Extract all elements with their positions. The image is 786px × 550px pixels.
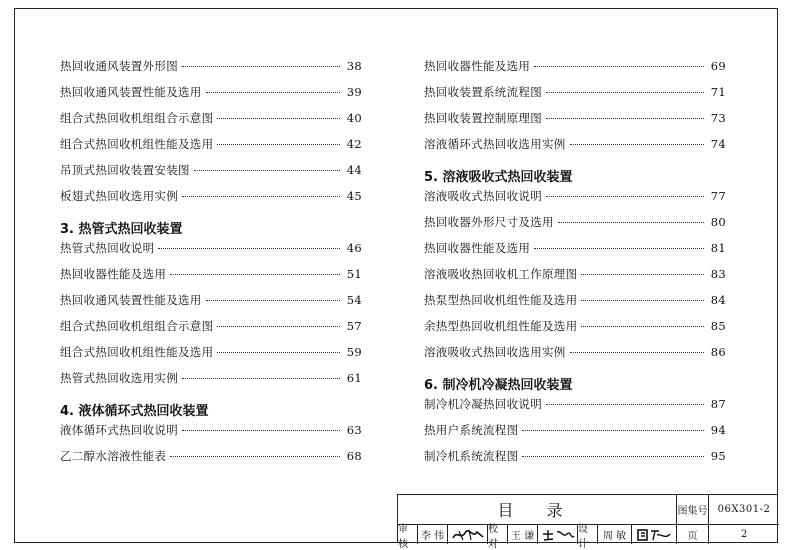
toc-entry[interactable] (60, 110, 362, 136)
dot-leader (581, 300, 704, 301)
toc-entry-page: 71 (710, 85, 726, 99)
dot-leader (206, 300, 340, 301)
design-signature (632, 525, 677, 544)
dot-leader (217, 326, 340, 327)
toc-entry-title: 热回收通风装置外形图 (60, 59, 178, 73)
dot-leader (546, 92, 704, 93)
toc-entry[interactable] (424, 396, 726, 422)
design-label: 设计 (578, 525, 598, 544)
toc-entry[interactable] (424, 58, 726, 84)
toc-entry-page: 57 (346, 319, 362, 333)
section-heading: 3. 热管式热回收装置 (60, 221, 183, 237)
dot-leader (158, 248, 340, 249)
check-label: 校对 (488, 525, 508, 544)
dot-leader (522, 456, 704, 457)
toc-entry-title: 热回收通风装置性能及选用 (60, 293, 202, 307)
dot-leader (170, 274, 340, 275)
dot-leader (581, 274, 704, 275)
toc-entry[interactable] (60, 240, 362, 266)
dot-leader (522, 430, 704, 431)
toc-entry[interactable] (424, 266, 726, 292)
toc-entry-title: 溶液吸收式热回收说明 (424, 189, 542, 203)
toc-entry-title: 热回收器性能及选用 (424, 241, 531, 255)
dot-leader (217, 352, 340, 353)
toc-entry[interactable] (60, 344, 362, 370)
toc-entry-page: 73 (710, 111, 726, 125)
toc-entry[interactable] (424, 110, 726, 136)
toc-entry-title: 热管式热回收说明 (60, 241, 155, 255)
toc-entry[interactable] (60, 318, 362, 344)
dot-leader (217, 144, 340, 145)
toc-entry-page: 40 (346, 111, 362, 125)
toc-entry-page: 83 (710, 267, 726, 281)
toc-left-column (60, 58, 362, 474)
toc-entry-page: 61 (346, 371, 362, 385)
toc-entry-page: 42 (346, 137, 362, 151)
toc-entry[interactable] (60, 136, 362, 162)
toc-entry-title: 制冷机冷凝热回收说明 (424, 397, 542, 411)
toc-entry[interactable] (60, 188, 362, 214)
design-name: 周 敏 (598, 525, 632, 544)
toc-entry-title: 溶液吸收热回收机工作原理图 (424, 267, 578, 281)
toc-entry-title: 热回收器性能及选用 (424, 59, 531, 73)
toc-entry-page: 94 (710, 423, 726, 437)
check-signature (538, 525, 578, 544)
toc-entry-page: 95 (710, 449, 726, 463)
toc-entry-page: 46 (346, 241, 362, 255)
dot-leader (534, 248, 704, 249)
review-name: 李 伟 (418, 525, 448, 544)
toc-entry-title: 吊顶式热回收装置安装图 (60, 163, 190, 177)
dot-leader (558, 222, 704, 223)
toc-entry-title: 热用户系统流程图 (424, 423, 519, 437)
toc-entry-page: 69 (710, 59, 726, 73)
toc-entry-title: 乙二醇水溶液性能表 (60, 449, 167, 463)
toc-entry[interactable] (60, 84, 362, 110)
toc-entry-title: 热回收器外形尺寸及选用 (424, 215, 554, 229)
toc-entry[interactable] (424, 214, 726, 240)
dot-leader (217, 118, 340, 119)
toc-entry-title: 热管式热回收选用实例 (60, 371, 178, 385)
dot-leader (182, 196, 340, 197)
toc-entry-title: 余热型热回收机组性能及选用 (424, 319, 578, 333)
dot-leader (570, 144, 704, 145)
dot-leader (546, 404, 704, 405)
toc-entry-page: 45 (346, 189, 362, 203)
dot-leader (182, 66, 340, 67)
toc-entry-title: 热泵型热回收机组性能及选用 (424, 293, 578, 307)
toc-entry-page: 38 (346, 59, 362, 73)
toc-entry-title: 组合式热回收机组性能及选用 (60, 345, 214, 359)
toc-entry-title: 组合式热回收机组组合示意图 (60, 111, 214, 125)
review-signature (448, 525, 488, 544)
toc-entry-page: 59 (346, 345, 362, 359)
toc-entry-title: 溶液吸收式热回收选用实例 (424, 345, 566, 359)
toc-entry[interactable] (424, 318, 726, 344)
atlas-number-label: 图集号 (677, 495, 709, 525)
toc-entry-title: 溶液循环式热回收选用实例 (424, 137, 566, 151)
toc-entry[interactable] (424, 240, 726, 266)
check-name: 王 谦 (508, 525, 538, 544)
toc-entry-title: 液体循环式热回收说明 (60, 423, 178, 437)
toc-entry[interactable] (60, 162, 362, 188)
toc-entry-page: 68 (346, 449, 362, 463)
toc-entry-page: 44 (346, 163, 362, 177)
dot-leader (182, 430, 340, 431)
toc-entry-title: 热回收通风装置性能及选用 (60, 85, 202, 99)
toc-entry-title: 组合式热回收机组组合示意图 (60, 319, 214, 333)
section-heading: 4. 液体循环式热回收装置 (60, 403, 209, 419)
dot-leader (182, 378, 340, 379)
page-label: 页 (677, 525, 709, 544)
section-heading: 6. 制冷机冷凝热回收装置 (424, 377, 573, 393)
toc-entry[interactable] (60, 448, 362, 474)
dot-leader (534, 66, 704, 67)
dot-leader (206, 92, 340, 93)
review-label: 审核 (398, 525, 418, 544)
toc-entry-page: 85 (710, 319, 726, 333)
dot-leader (570, 352, 704, 353)
toc-entry-page: 81 (710, 241, 726, 255)
toc-entry[interactable] (424, 448, 726, 474)
toc-entry[interactable] (60, 370, 362, 396)
title-block (397, 494, 778, 550)
toc-entry[interactable] (424, 188, 726, 214)
atlas-number: 06X301-2 (709, 495, 779, 525)
toc-entry[interactable] (60, 58, 362, 84)
toc-entry[interactable] (424, 422, 726, 448)
toc-entry[interactable] (60, 422, 362, 448)
toc-entry[interactable] (424, 344, 726, 370)
toc-entry-title: 热回收装置控制原理图 (424, 111, 542, 125)
toc-entry[interactable] (424, 84, 726, 110)
toc-entry[interactable] (60, 266, 362, 292)
toc-entry-page: 84 (710, 293, 726, 307)
toc-right-column (424, 58, 726, 474)
dot-leader (546, 196, 704, 197)
toc-entry-page: 51 (346, 267, 362, 281)
toc-entry-title: 板翅式热回收选用实例 (60, 189, 178, 203)
toc-entry-page: 39 (346, 85, 362, 99)
toc-entry-title: 制冷机系统流程图 (424, 449, 519, 463)
dot-leader (194, 170, 340, 171)
dot-leader (581, 326, 704, 327)
toc-entry-page: 80 (710, 215, 726, 229)
dot-leader (170, 456, 340, 457)
toc-entry-page: 63 (346, 423, 362, 437)
toc-entry-title: 热回收装置系统流程图 (424, 85, 542, 99)
toc-entry-page: 74 (710, 137, 726, 151)
document-title: 目 录 (398, 495, 677, 525)
toc-entry-page: 54 (346, 293, 362, 307)
toc-entry-page: 77 (710, 189, 726, 203)
toc-entry-title: 热回收器性能及选用 (60, 267, 167, 281)
toc-entry-title: 组合式热回收机组性能及选用 (60, 137, 214, 151)
toc-entry-page: 87 (710, 397, 726, 411)
toc-entry[interactable] (424, 136, 726, 162)
page-number: 2 (740, 529, 748, 540)
toc-entry-page: 86 (710, 345, 726, 359)
dot-leader (546, 118, 704, 119)
toc-entry[interactable] (424, 292, 726, 318)
toc-entry[interactable] (60, 292, 362, 318)
section-heading: 5. 溶液吸收式热回收装置 (424, 169, 573, 185)
